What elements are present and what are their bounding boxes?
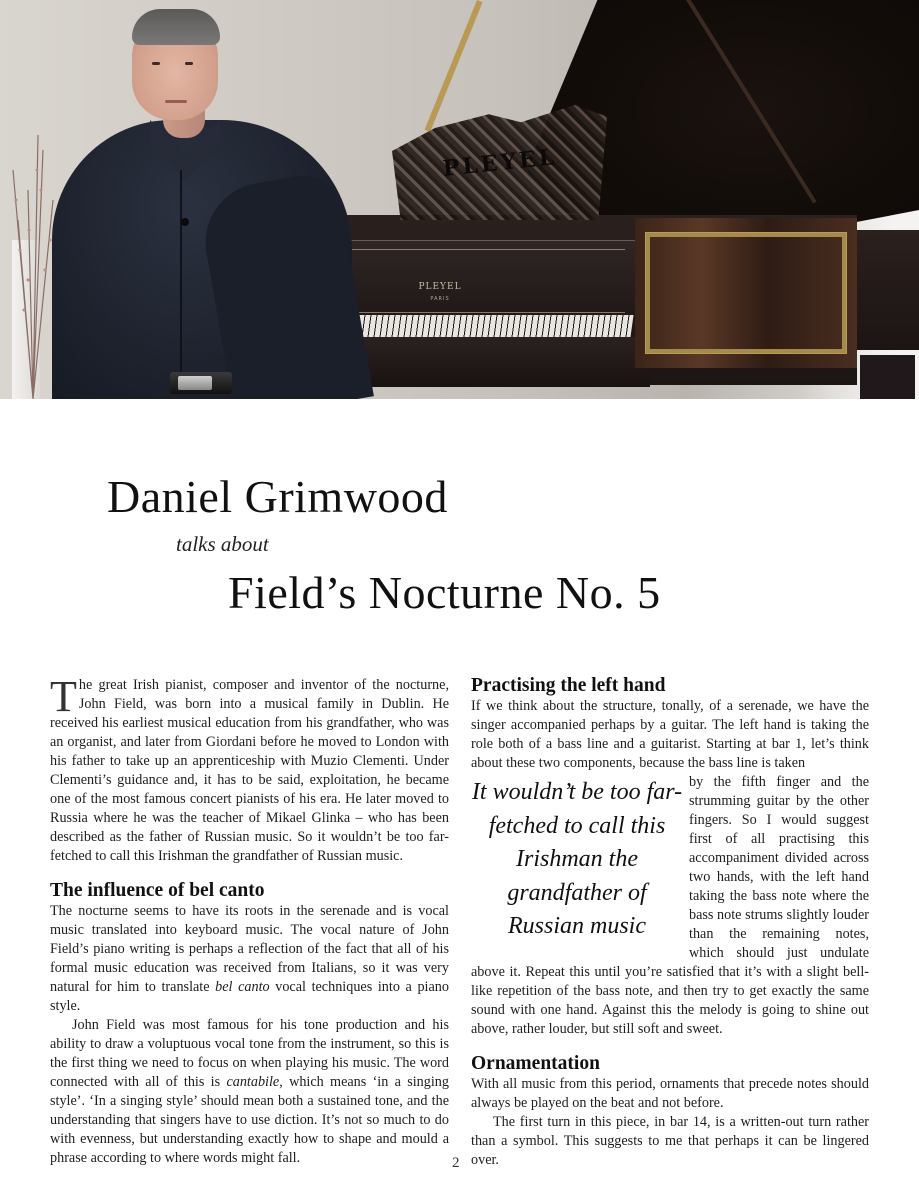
piano-leg [860, 355, 915, 399]
music-desk-logo: PLEYEL [441, 144, 559, 182]
hero-photo [0, 0, 919, 399]
ornamentation-paragraph-2: The first turn in this piece, in bar 14, is a written-out turn rather than a symbol. This suggests to me that perhaps it can be lingered over. [471, 1114, 869, 1168]
left-hand-paragraph-lead: If we think about the structure, tonally, of a serenade, we have the singer accompanied perhaps by a guitar. The left hand is taking the role both of a bass line and a guitarist. Starting at bar 1, let’s think about these two components, because the bass line is taken [471, 698, 869, 771]
lapel-microphone [181, 218, 189, 226]
piano-side [857, 230, 919, 350]
text-run: vocal techniques into a piano style. [50, 979, 449, 1014]
person-hair [132, 9, 220, 45]
text-run: The nocturne seems to have its roots in the serenade and is vocal music translated into keyboard music. The vocal nature of John Field’s piano writing is perhaps a reflection of the fact that all of his formal music education was received from Italians, so it was very natural for him to translate [50, 903, 449, 995]
author-name: Daniel Grimwood [107, 471, 448, 522]
piano-lid-edge [425, 0, 483, 132]
shirt-placket [180, 170, 182, 390]
emphasis-bel-canto: bel canto [215, 979, 270, 995]
piano-rosewood-panel [635, 218, 857, 368]
bel-canto-paragraph-2 [50, 1016, 449, 1168]
text-run: John Field was most famous for his tone production and his ability to draw a voluptuous vocal tone from the instrument, so this is the first thing we need to focus on when playing his music. The word connected with all of this is [50, 1017, 449, 1090]
heading-ornamentation: Ornamentation [471, 1053, 600, 1074]
bel-canto-paragraph-1 [50, 902, 449, 1016]
piano-brand: PLEYEL [418, 282, 462, 292]
left-column [50, 672, 449, 1168]
piece-title: Field’s Nocturne No. 5 [228, 567, 661, 618]
drop-cap: T [50, 672, 77, 721]
emphasis-cantabile: cantabile [226, 1074, 280, 1090]
eye-right [185, 62, 193, 65]
ornamentation-paragraph-1: With all music from this period, ornaments that precede notes should always be played on the beat and not before. [471, 1076, 869, 1111]
pull-quote: It wouldn’t be too far-fetched to call this Irishman the grandfather of Russian music [471, 779, 683, 939]
heading-bel-canto: The influence of bel canto [50, 880, 265, 901]
eye-left [152, 62, 160, 65]
left-hand-paragraph-rest: by the fifth finger and the strumming guitar by the other fingers. So I would suggest first of all practising this accompaniment divided across two hands, with the left hand taking the bass note where the bass note strums slightly louder than the remaining notes, which should just undulate above it. Repeat this until you’re satisfied that it’s with a slight bell-like repetition of the bass note, and then try to get exactly the same sound with one hand. Against this the melody is going to shine out above, rather louder, but still soft and sweet. [471, 774, 869, 1037]
right-column [471, 675, 869, 1170]
page-number: 2 [452, 1155, 460, 1171]
text-run: , which means ‘in a singing style’. ‘In a singing style’ should mean both a sustained tone, and the understanding that singers have to use diction. It’s not so much to do with evenness, but understanding exactly how to shape and mould a phrase according to where words might fall. [50, 1074, 449, 1166]
heading-left-hand: Practising the left hand [471, 675, 666, 696]
talks-about-label: talks about [176, 532, 269, 556]
intro-text: he great Irish pianist, composer and inventor of the nocturne, John Field, was born into a musical family in Dublin. He received his earliest musical education from his grandfather, who was an organist, and later from Giordani before he moved to London with his father to take up an apprenticeship with Muzio Clementi. Under Clementi’s guidance and, it has to be said, exploitation, he became one of the most famous concert pianists of his era. He later moved to Russia where he was the teacher of Mikael Glinka – who has been described as the father of Russian music. So it wouldn’t be too far-fetched to call this Irishman the grandfather of Russian music. [50, 677, 449, 864]
mouth [165, 100, 187, 103]
belt-buckle [178, 376, 212, 390]
intro-paragraph [50, 672, 449, 866]
piano-brand-sub: PARIS [430, 296, 450, 302]
